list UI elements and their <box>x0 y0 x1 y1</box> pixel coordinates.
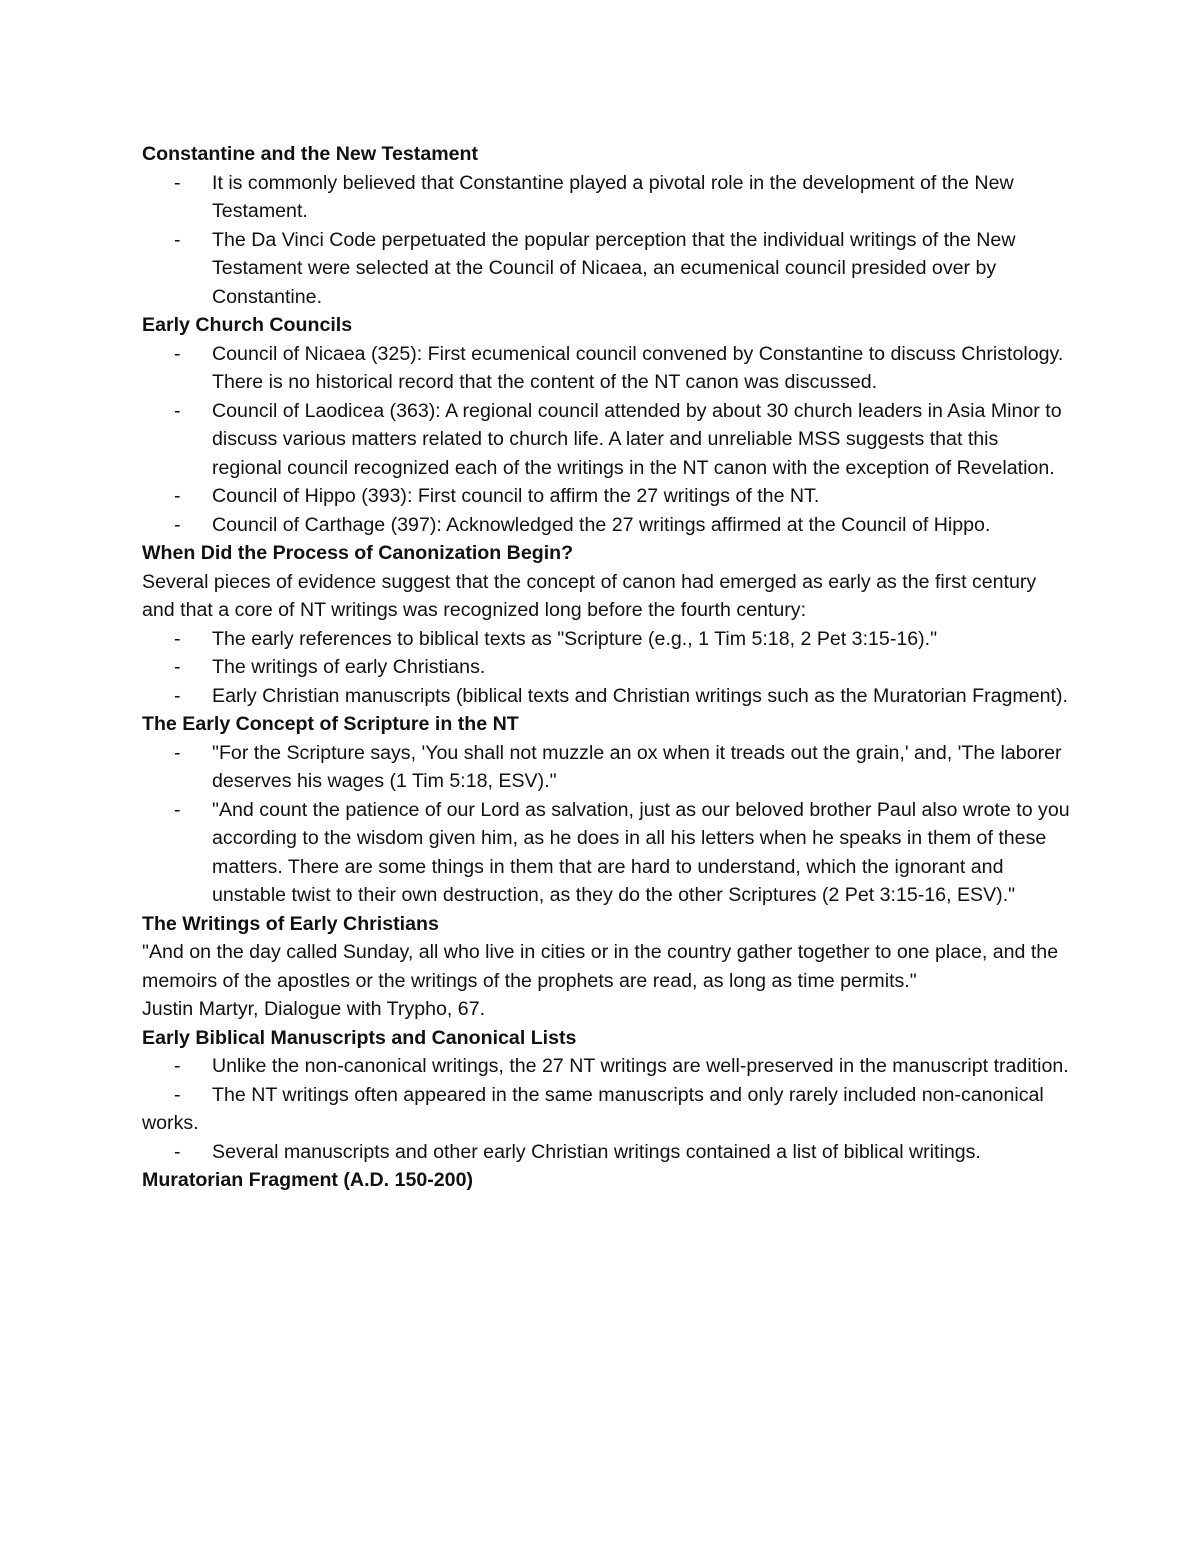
paragraph-canonization-intro: Several pieces of evidence suggest that the concept of canon had emerged as early as the first century and that a core of NT writings was recognized long before the fourth century: <box>142 570 1037 621</box>
list-item: - Unlike the non-canonical writings, the 27 NT writings are well-preserved in the manuscript tradition. <box>142 1052 1072 1081</box>
bullet-list-manuscripts <box>142 1052 1072 1166</box>
list-item: - The NT writings often appeared in the same manuscripts and only rarely included non-canonical works. <box>142 1081 1072 1138</box>
list-item: - The writings of early Christians. <box>142 653 1072 682</box>
bullet-list-early-concept <box>142 739 1072 910</box>
bullet-list-canonization <box>142 625 1072 711</box>
citation-justin-martyr: Justin Martyr, Dialogue with Trypho, 67. <box>142 998 486 1020</box>
list-item: - Council of Hippo (393): First council to affirm the 27 writings of the NT. <box>142 482 1072 511</box>
section-heading-canonization: When Did the Process of Canonization Begin? <box>142 542 574 564</box>
list-item: - Council of Nicaea (325): First ecumenical council convened by Constantine to discuss Christology. There is no historical record that the content of the NT canon was discussed. <box>142 340 1072 397</box>
bullet-list-councils <box>142 340 1072 540</box>
list-item: - It is commonly believed that Constantine played a pivotal role in the development of the New Testament. <box>142 169 1072 226</box>
section-heading-early-concept: The Early Concept of Scripture in the NT <box>142 713 519 735</box>
section-heading-constantine: Constantine and the New Testament <box>142 143 479 165</box>
list-item: - "For the Scripture says, 'You shall not muzzle an ox when it treads out the grain,' and, 'The laborer deserves his wages (1 Tim 5:18, ESV)." <box>142 739 1072 796</box>
section-heading-early-church-councils: Early Church Councils <box>142 314 353 336</box>
section-heading-manuscripts: Early Biblical Manuscripts and Canonical Lists <box>142 1026 577 1049</box>
bullet-list-constantine <box>142 169 1072 312</box>
list-item: - The early references to biblical texts as "Scripture (e.g., 1 Tim 5:18, 2 Pet 3:15-16)." <box>142 625 1072 654</box>
list-item: - The Da Vinci Code perpetuated the popular perception that the individual writings of the New Testament were selected at the Council of Nicaea, an ecumenical council presided over by Constantine. <box>142 226 1072 312</box>
list-item: - Several manuscripts and other early Christian writings contained a list of biblical writings. <box>142 1138 1072 1167</box>
document-page <box>142 140 1072 1195</box>
quote-justin-martyr: "And on the day called Sunday, all who live in cities or in the country gather together to one place, and the memoirs of the apostles or the writings of the prophets are read, as long as time permits." <box>142 941 1059 992</box>
section-heading-writings-early-christians: The Writings of Early Christians <box>142 912 439 935</box>
section-heading-muratorian-fragment: Muratorian Fragment (A.D. 150-200) <box>142 1169 473 1191</box>
list-item: - Early Christian manuscripts (biblical texts and Christian writings such as the Muratorian Fragment). <box>142 682 1072 711</box>
list-item: - Council of Carthage (397): Acknowledged the 27 writings affirmed at the Council of Hippo. <box>142 511 1072 540</box>
list-item: - Council of Laodicea (363): A regional council attended by about 30 church leaders in Asia Minor to discuss various matters related to church life. A later and unreliable MSS suggests that this regional council recognized each of the writings in the NT canon with the exception of Revelation. <box>142 397 1072 483</box>
list-item: - "And count the patience of our Lord as salvation, just as our beloved brother Paul also wrote to you according to the wisdom given him, as he does in all his letters when he speaks in them of these matters. There are some things in them that are hard to understand, which the ignorant and unstable twist to their own destruction, as they do the other Scriptures (2 Pet 3:15-16, ESV)." <box>142 796 1072 910</box>
